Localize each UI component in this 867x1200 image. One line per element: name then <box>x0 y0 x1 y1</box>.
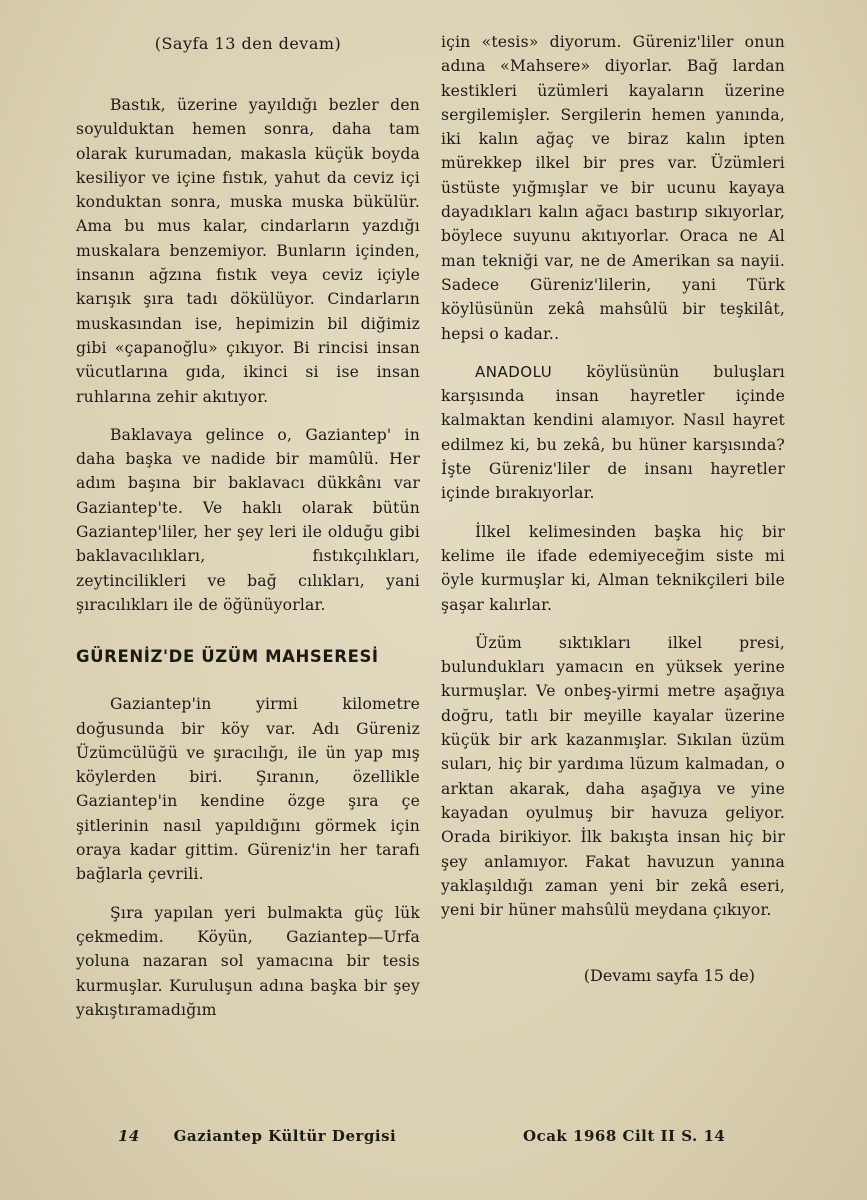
continued-from-note: (Sayfa 13 den devam) <box>154 34 342 53</box>
paragraph-text: köylüsünün buluşları karşısında insan hayretler içinde kalmaktan kendini alamıyor. Nasıl hayret edilmez ki, bu zekâ, bu hüner karşısında? İşte Güreniz'liler de insanı hayretler içinde bırakıyorlar. <box>441 362 785 503</box>
anadolu-word: ANADOLU <box>475 362 553 381</box>
paragraph: İlkel kelimesinden başka hiç bir kelime ile ifade edemiyeceğim siste mi öyle kurmuşlar ki, Alman teknikçileri bile şaşar kalırlar. <box>441 522 785 614</box>
paragraph: için «tesis» diyorum. Güreniz'liler onun adına «Mahsere» diyorlar. Bağ lardan kestikleri üzümleri kayaların üzerine sergilemişler. Sergilerin hemen yanında, iki kalın ağaç ve biraz kalın ipten mürekkep ilkel bir pres var. Üzümleri üstüste yığmışlar ve bir ucunu kayaya dayadıkları kalın ağacı bastırıp sıkıyorlar, böylece suyunu akıtıyorlar. Oraca ne Al man tekniği var, ne de Amerikan sa nayii. Sadece Güreniz'lilerin, yani Türk köylüsünün zekâ mahsûlü bir teşkilât, hepsi o kadar.. <box>441 33 785 343</box>
page-number: 14 <box>118 1127 140 1145</box>
paragraph: Baklavaya gelince o, Gaziantep' in daha başka ve nadide bir mamûlü. Her adım başına bir baklavacı dükkânı var Gaziantep'te. Ve haklı olarak bütün Gaziantep'liler, her şey leri ile olduğu gibi baklavacılıkları, fıstıkçılıkları, zeytincilikleri ve bağ cılıkları, yani şıracılıkları ile de öğünüyorlar. <box>76 425 420 614</box>
footer-left <box>118 1127 396 1145</box>
right-column <box>441 30 785 985</box>
section-heading: GÜRENİZ'DE ÜZÜM MAHSERESİ <box>76 647 379 667</box>
paragraph-anadolu <box>441 360 785 506</box>
journal-title: Gaziantep Kültür Dergisi <box>173 1127 397 1145</box>
footer-issue: Ocak 1968 Cilt II S. 14 <box>523 1127 726 1145</box>
paragraph: Üzüm sıktıkları ilkel presi, bulundukları yamacın en yüksek yerine kurmuşlar. Ve onbeş-yirmi metre aşağıya doğru, tatlı bir meyille kayalar üzerine küçük bir ark kazanmışlar. Sıkılan üzüm suları, hiç bir yardıma lüzum kalmadan, o arktan akarak, daha aşağıya ve yine kayadan oyulmuş bir havuza geliyor. Orada birikiyor. İlk bakışta insan hiç bir şey anlamıyor. Fakat havuzun yanına yaklaşıldığı zaman yeni bir zekâ eseri, yeni bir hüner mahsûlü meydana çıkıyor. <box>441 633 785 920</box>
left-column <box>76 30 420 1036</box>
continued-on-note: (Devamı sayfa 15 de) <box>583 966 755 986</box>
paragraph: Bastık, üzerine yayıldığı bezler den soyulduktan hemen sonra, daha tam olarak kurumadan, makasla küçük boyda kesiliyor ve içine fıstık, yahut da ceviz içi konduktan sonra, muska muska bükülür. Ama bu mus kalar, cindarların yazdığı muskalara benzemiyor. Bunların içinden, insanın ağzına fıstık veya ceviz içiyle karışık şıra tadı dökülüyor. Cindarların muskasından ise, hepimizin bil diğimiz gibi «çapanoğlu» çıkıyor. Bi rincisi insan vücutlarına gıda, ikinci si ise insan ruhlarına zehir akıtıyor. <box>76 96 420 406</box>
paragraph: Şıra yapılan yeri bulmakta güç lük çekmedim. Köyün, Gaziantep—Urfa yoluna nazaran sol yamacına bir tesis kurmuşlar. Kuruluşun adına başka bir şey yakıştıramadığım <box>76 903 420 1019</box>
paragraph: Gaziantep'in yirmi kilometre doğusunda bir köy var. Adı Güreniz Üzümcülüğü ve şıracılığı, ile ün yap mış köylerden biri. Şıranın, özellikle Gaziantep'in kendine özge şıra çe şitlerinin nasıl yapıldığını görmek için oraya kadar gittim. Güreniz'in her tarafı bağlarla çevrili. <box>76 695 420 884</box>
